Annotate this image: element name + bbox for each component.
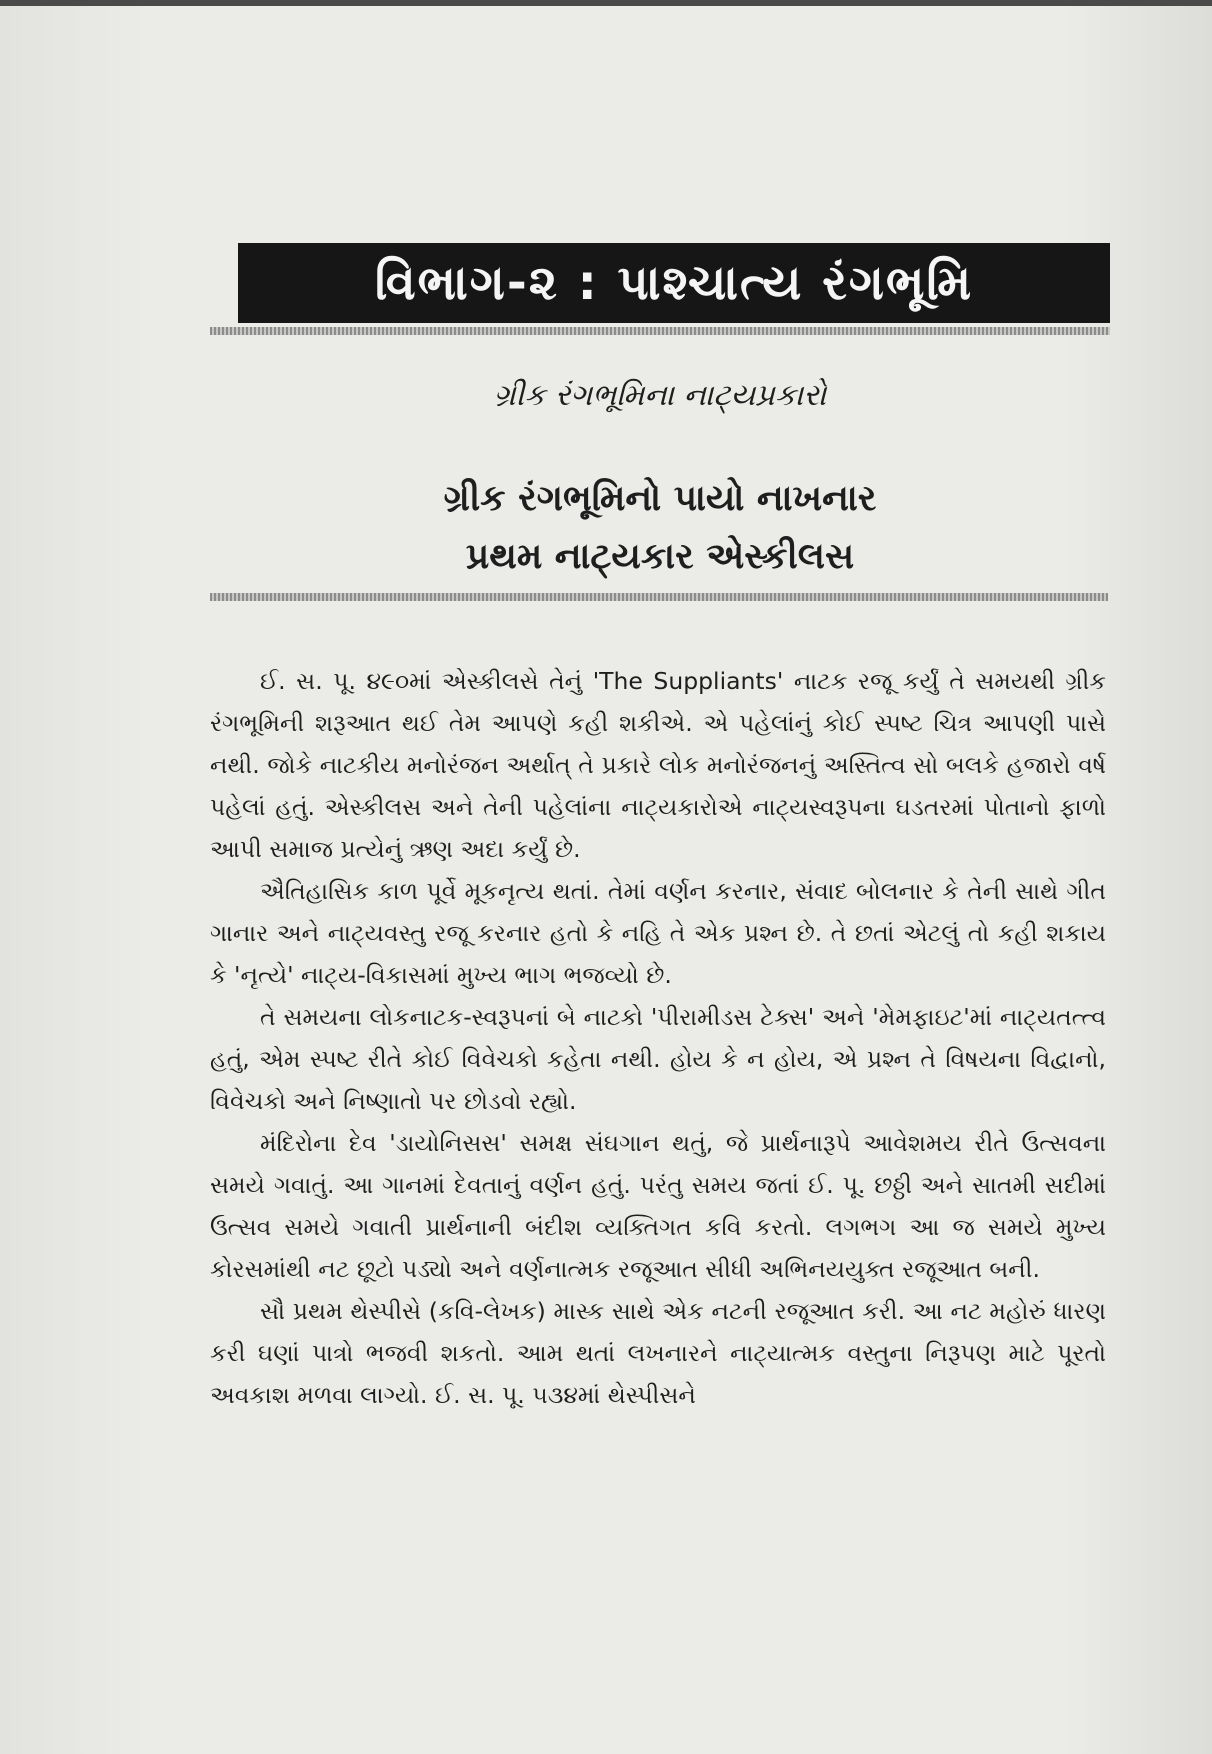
paragraph-2: ઐતિહાસિક કાળ પૂર્વે મૂકનૃત્ય થતાં. તેમાં વર્ણન કરનાર, સંવાદ બોલનાર કે તેની સાથે ગીત ગાનાર અને નાટ્યવસ્તુ રજૂ કરનાર હતો કે નહિ તે એક પ્રશ્ન છે. તે છતાં એટલું તો કહી શકાય કે 'નૃત્યે' નાટ્ય-વિકાસમાં મુખ્ય ભાગ ભજવ્યો છે. <box>210 877 1106 989</box>
paragraph-5: સૌ પ્રથમ થેસ્પીસે (કવિ-લેખક) માસ્ક સાથે એક નટની રજૂઆત કરી. આ નટ મહોરું ધારણ કરી ઘણાં પાત્રો ભજવી શકતો. આમ થતાં લખનારને નાટ્યાત્મક વસ્તુના નિરૂપણ માટે પૂરતો અવકાશ મળવા લાગ્યો. ઈ. સ. પૂ. ૫૩૪માં થેસ્પીસને <box>210 1297 1106 1409</box>
page-top-edge <box>0 0 1212 6</box>
chapter-title-line-2: પ્રથમ નાટ્યકાર એસ્કીલસ <box>465 536 855 577</box>
section-banner <box>238 243 1110 323</box>
banner-rule <box>210 327 1110 335</box>
paragraph-3: તે સમયના લોકનાટક-સ્વરૂપનાં બે નાટકો 'પીરામીડસ ટેક્સ' અને 'મેમફાઇટ'માં નાટ્યતત્ત્વ હતું, એમ સ્પષ્ટ રીતે કોઈ વિવેચકો કહેતા નથી. હોય કે ન હોય, એ પ્રશ્ન તે વિષયના વિદ્વાનો, વિવેચકો અને નિષ્ણાતો પર છોડવો રહ્યો. <box>210 1003 1106 1115</box>
body-text <box>210 660 1106 1416</box>
chapter-title <box>210 470 1110 586</box>
title-rule <box>210 593 1108 601</box>
paragraph-4: મંદિરોના દેવ 'ડાયોનિસસ' સમક્ષ સંઘગાન થતું, જે પ્રાર્થનારૂપે આવેશમય રીતે ઉત્સવના સમયે ગવાતું. આ ગાનમાં દેવતાનું વર્ણન હતું. પરંતુ સમય જતાં ઈ. પૂ. છઠ્ઠી અને સાતમી સદીમાં ઉત્સવ સમયે ગવાતી પ્રાર્થનાની બંદીશ વ્યક્તિગત કવિ કરતો. લગભગ આ જ સમયે મુખ્ય કોરસમાંથી નટ છૂટો પડ્યો અને વર્ણનાત્મક રજૂઆત સીધી અભિનયયુક્ત રજૂઆત બની. <box>210 1129 1106 1283</box>
section-subtitle: ગ્રીક રંગભૂમિના નાટ્યપ્રકારો <box>493 378 827 413</box>
chapter-title-line-1: ગ્રીક રંગભૂમિનો પાયો નાખનાર <box>443 478 877 519</box>
section-title: વિભાગ-૨ : પાશ્ચાત્ય રંગભૂમિ <box>374 254 974 311</box>
paragraph-1: ઈ. સ. પૂ. ૪૯૦માં એસ્કીલસે તેનું 'The Suppliants' નાટક રજૂ કર્યું તે સમયથી ગ્રીક રંગભૂમિની શરૂઆત થઈ તેમ આપણે કહી શકીએ. એ પહેલાંનું કોઈ સ્પષ્ટ ચિત્ર આપણી પાસે નથી. જોકે નાટકીય મનોરંજન અર્થાત્ તે પ્રકારે લોક મનોરંજનનું અસ્તિત્વ સો બલકે હજારો વર્ષ પહેલાં હતું. એસ્કીલસ અને તેની પહેલાંના નાટ્યકારોએ નાટ્યસ્વરૂપના ઘડતરમાં પોતાનો ફાળો આપી સમાજ પ્રત્યેનું ઋણ અદા કર્યું છે. <box>210 667 1106 863</box>
